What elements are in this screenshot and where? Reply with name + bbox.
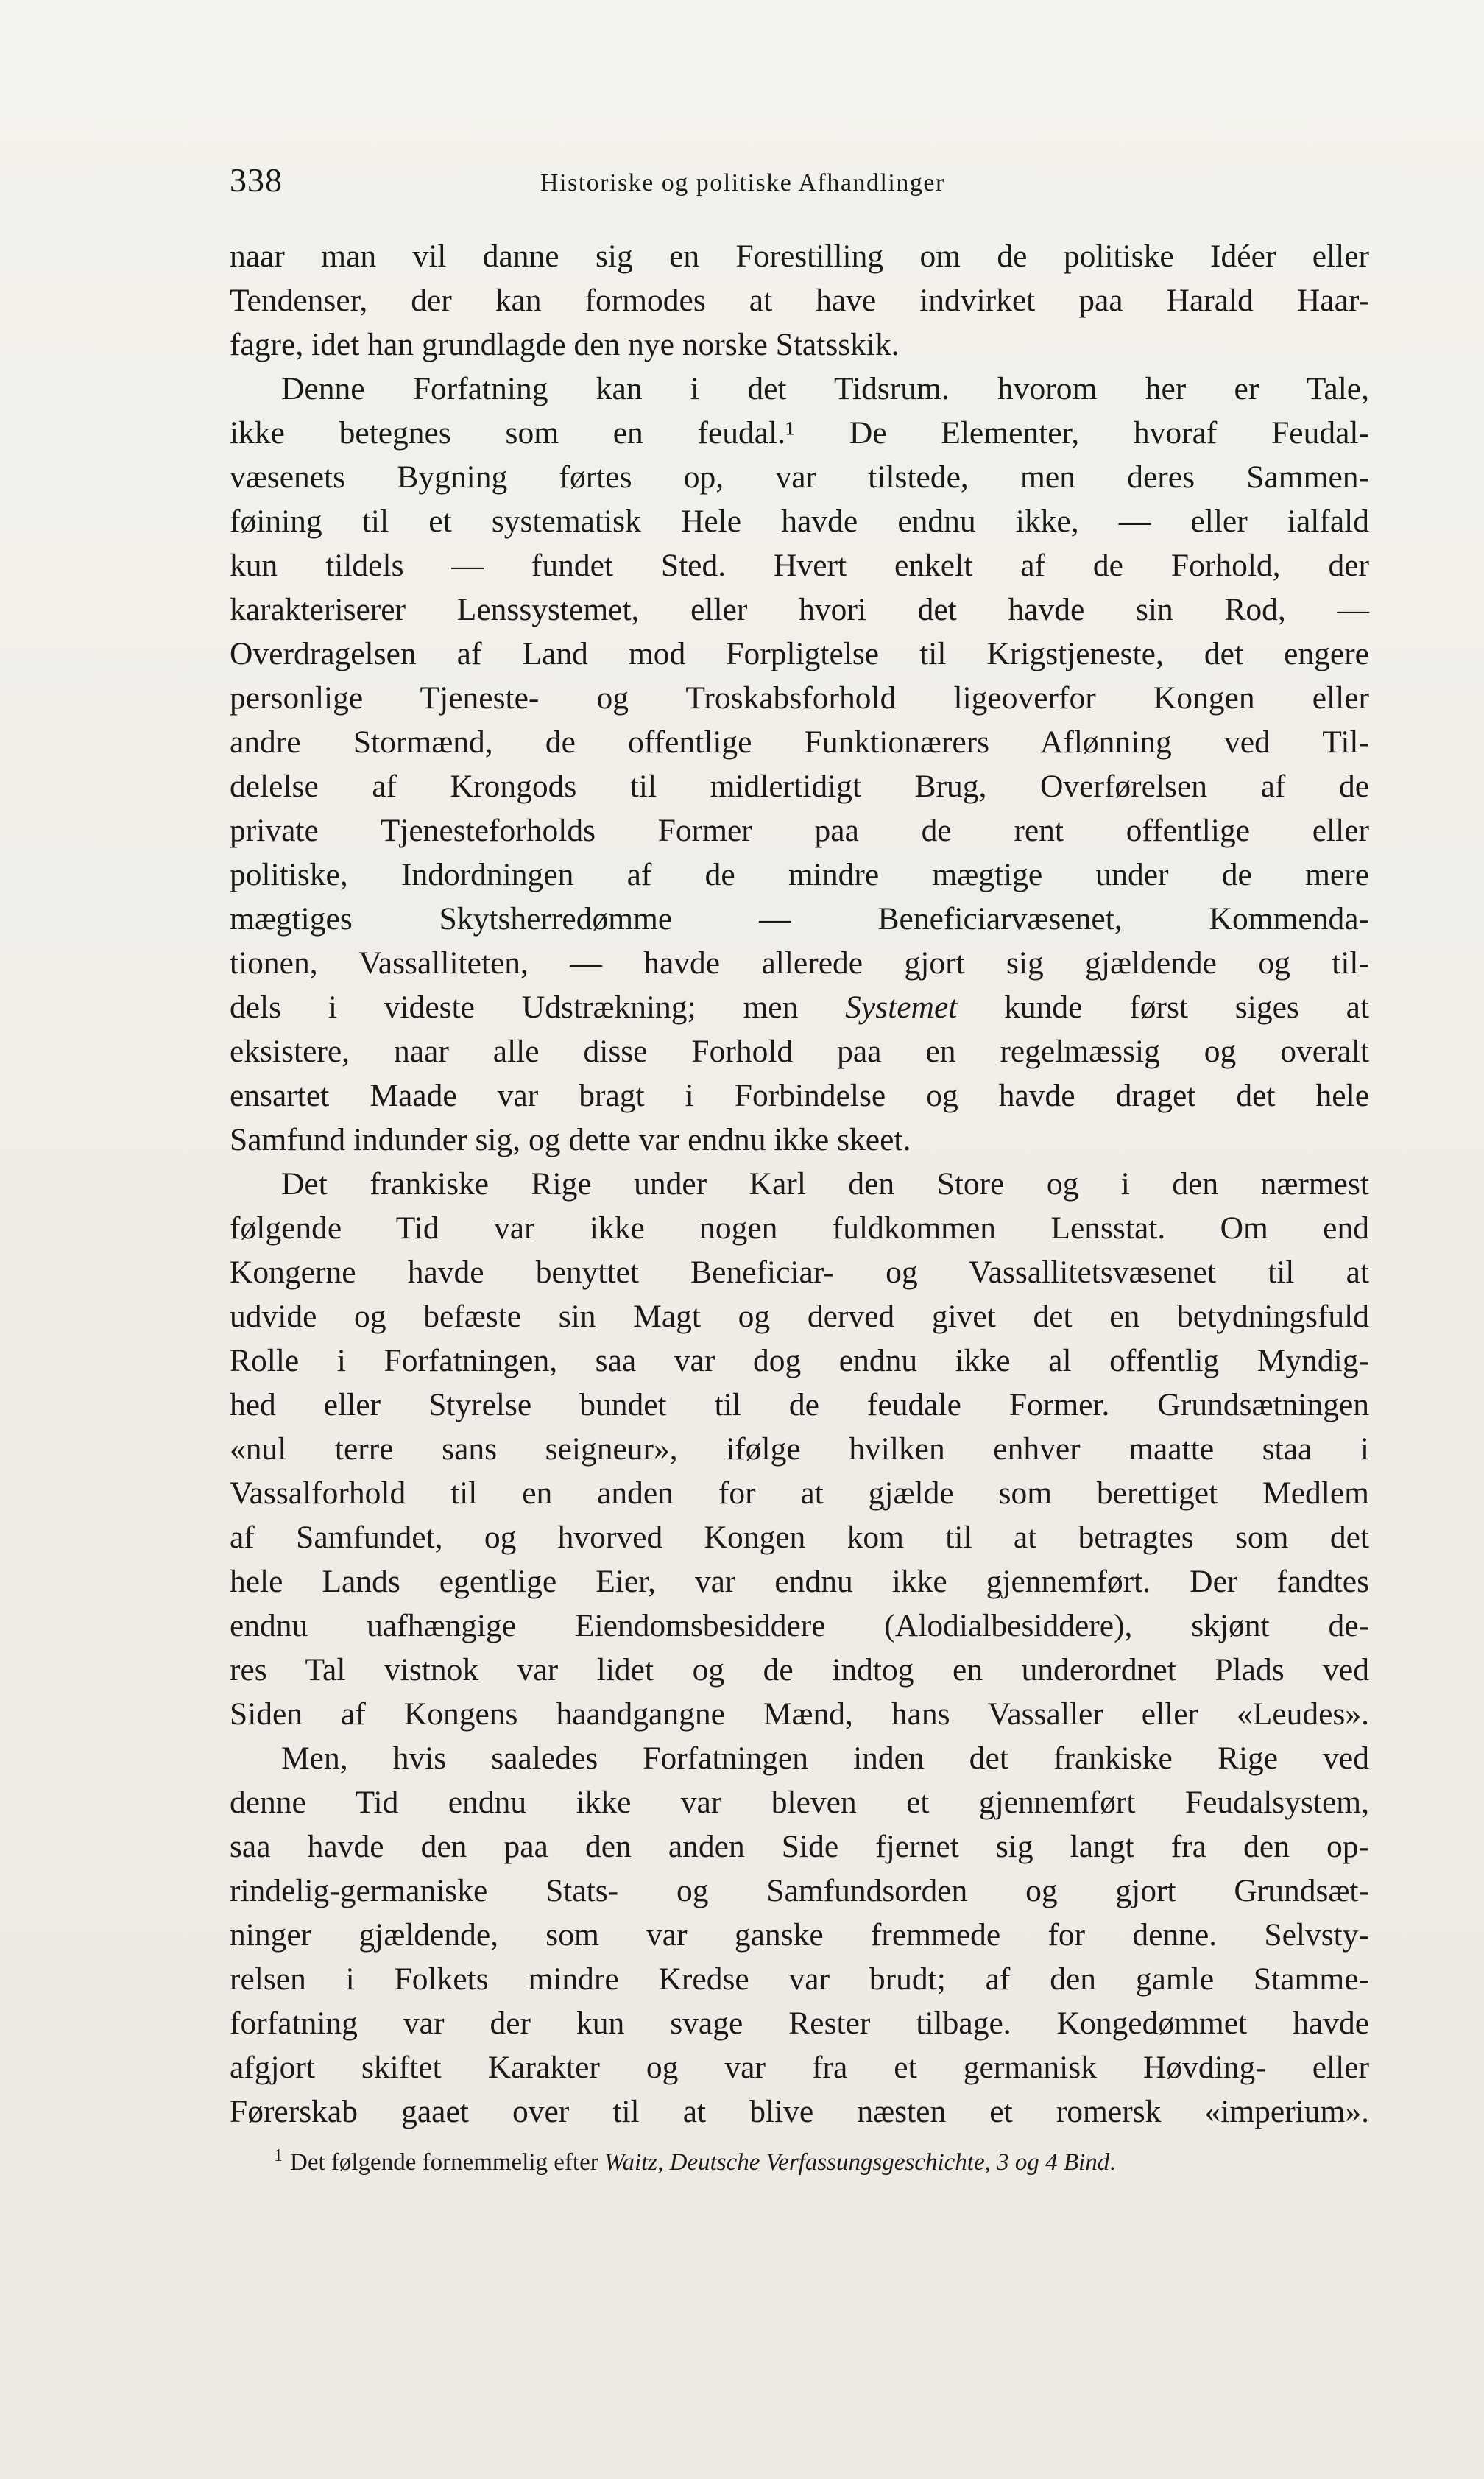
text-line: hele Lands egentlige Eier, var endnu ikke gjennemført. Der fandtes (230, 1564, 1369, 1599)
text-line: udvide og befæste sin Magt og derved givet det en betydningsfuld (230, 1299, 1369, 1334)
text-line-with-emphasis (230, 985, 1369, 1029)
footnote-mark: 1 (274, 2146, 283, 2165)
text-line: res Tal vistnok var lidet og de indtog en underordnet Plads ved (230, 1652, 1369, 1688)
page-number: 338 (230, 161, 283, 199)
text-line: Overdragelsen af Land mod Forpligtelse til Krigstjeneste, det engere (230, 636, 1369, 671)
text-line: mægtiges Skytsherredømme — Beneficiarvæsenet, Kommenda- (230, 901, 1369, 937)
text-line: «nul terre sans seigneur», ifølge hvilken enhver maatte staa i (230, 1431, 1369, 1467)
text-line: ikke betegnes som en feudal.¹ De Elementer, hvoraf Feudal- (230, 415, 1369, 451)
text-line: denne Tid endnu ikke var bleven et gjennemført Feudalsystem, (230, 1785, 1369, 1820)
text-line: ninger gjældende, som var ganske fremmede for denne. Selvsty- (230, 1917, 1369, 1953)
text-line: forfatning var der kun svage Rester tilbage. Kongedømmet havde (230, 2006, 1369, 2041)
text-line: rindelig-germaniske Stats- og Samfundsorden og gjort Grundsæt- (230, 1873, 1369, 1908)
running-head: Historiske og politiske Afhandlinger (540, 169, 945, 197)
text-line: andre Stormænd, de offentlige Funktionærers Aflønning ved Til- (230, 724, 1369, 760)
text-line: væsenets Bygning førtes op, var tilstede, men deres Sammen- (230, 459, 1369, 495)
text-line: Førerskab gaaet over til at blive næsten et romersk «imperium». (230, 2094, 1369, 2129)
text-line: personlige Tjeneste- og Troskabsforhold ligeoverfor Kongen eller (230, 680, 1369, 716)
footnote (274, 2140, 1371, 2179)
footnote-work: Deutsche Verfassungsgeschichte, 3 og 4 Bind (669, 2149, 1110, 2176)
text-line: karakteriserer Lenssystemet, eller hvori det havde sin Rod, — (230, 592, 1369, 627)
text-line: saa havde den paa den anden Side fjernet sig langt fra den op- (230, 1829, 1369, 1864)
text-line: af Samfundet, og hvorved Kongen kom til at betragtes som det (230, 1520, 1369, 1555)
body-text (230, 234, 1369, 2134)
text-line: delelse af Krongods til midlertidigt Brug, Overførelsen af de (230, 769, 1369, 804)
text-line: Siden af Kongens haandgangne Mænd, hans Vassaller eller «Leudes». (230, 1696, 1369, 1732)
text-line: Kongerne havde benyttet Beneficiar- og Vassallitetsvæsenet til at (230, 1255, 1369, 1290)
text-line: kun tildels — fundet Sted. Hvert enkelt af de Forhold, der (230, 548, 1369, 583)
emphasis-systemet: Systemet (845, 990, 958, 1025)
footnote-text: Det følgende fornemmelig efter (290, 2149, 604, 2176)
text-line: eksistere, naar alle disse Forhold paa en regelmæssig og overalt (230, 1034, 1369, 1069)
footnote-author: Waitz (604, 2149, 658, 2176)
text-line: Tendenser, der kan formodes at have indvirket paa Harald Haar- (230, 283, 1369, 318)
text-line: føining til et systematisk Hele havde endnu ikke, — eller ialfald (230, 504, 1369, 539)
text-line: endnu uafhængige Eiendomsbesiddere (Alodialbesiddere), skjønt de- (230, 1608, 1369, 1643)
text-line: Men, hvis saaledes Forfatningen inden det frankiske Rige ved (281, 1741, 1369, 1776)
text-segment: kunde først siges at (957, 990, 1370, 1025)
text-line: relsen i Folkets mindre Kredse var brudt; af den gamle Stamme- (230, 1961, 1369, 1997)
text-line: afgjort skiftet Karakter og var fra et germanisk Høvding- eller (230, 2050, 1369, 2085)
text-line: hed eller Styrelse bundet til de feudale Former. Grundsætningen (230, 1387, 1369, 1422)
text-line: tionen, Vassalliteten, — havde allerede gjort sig gjældende og til- (230, 945, 1369, 981)
text-line: Denne Forfatning kan i det Tidsrum. hvorom her er Tale, (281, 371, 1369, 406)
text-line: politiske, Indordningen af de mindre mægtige under de mere (230, 857, 1369, 892)
text-line: Vassalforhold til en anden for at gjælde som berettiget Medlem (230, 1475, 1369, 1511)
text-line: fagre, idet han grundlagde den nye norske Statsskik. (230, 327, 900, 362)
footnote-separator: , (657, 2149, 670, 2176)
text-line: private Tjenesteforholds Former paa de rent offentlige eller (230, 813, 1369, 848)
text-line: naar man vil danne sig en Forestilling om de politiske Idéer eller (230, 239, 1369, 274)
text-line: Det frankiske Rige under Karl den Store og i den nærmest (281, 1166, 1369, 1202)
text-line: Samfund indunder sig, og dette var endnu ikke skeet. (230, 1122, 911, 1157)
text-line: Rolle i Forfatningen, saa var dog endnu ikke al offentlig Myndig- (230, 1343, 1369, 1378)
text-line: ensartet Maade var bragt i Forbindelse og havde draget det hele (230, 1078, 1369, 1113)
text-segment: dels i videste Udstrækning; men (230, 990, 846, 1025)
page-header (230, 161, 1369, 205)
footnote-end: . (1109, 2149, 1116, 2176)
text-line: følgende Tid var ikke nogen fuldkommen Lensstat. Om end (230, 1210, 1369, 1246)
